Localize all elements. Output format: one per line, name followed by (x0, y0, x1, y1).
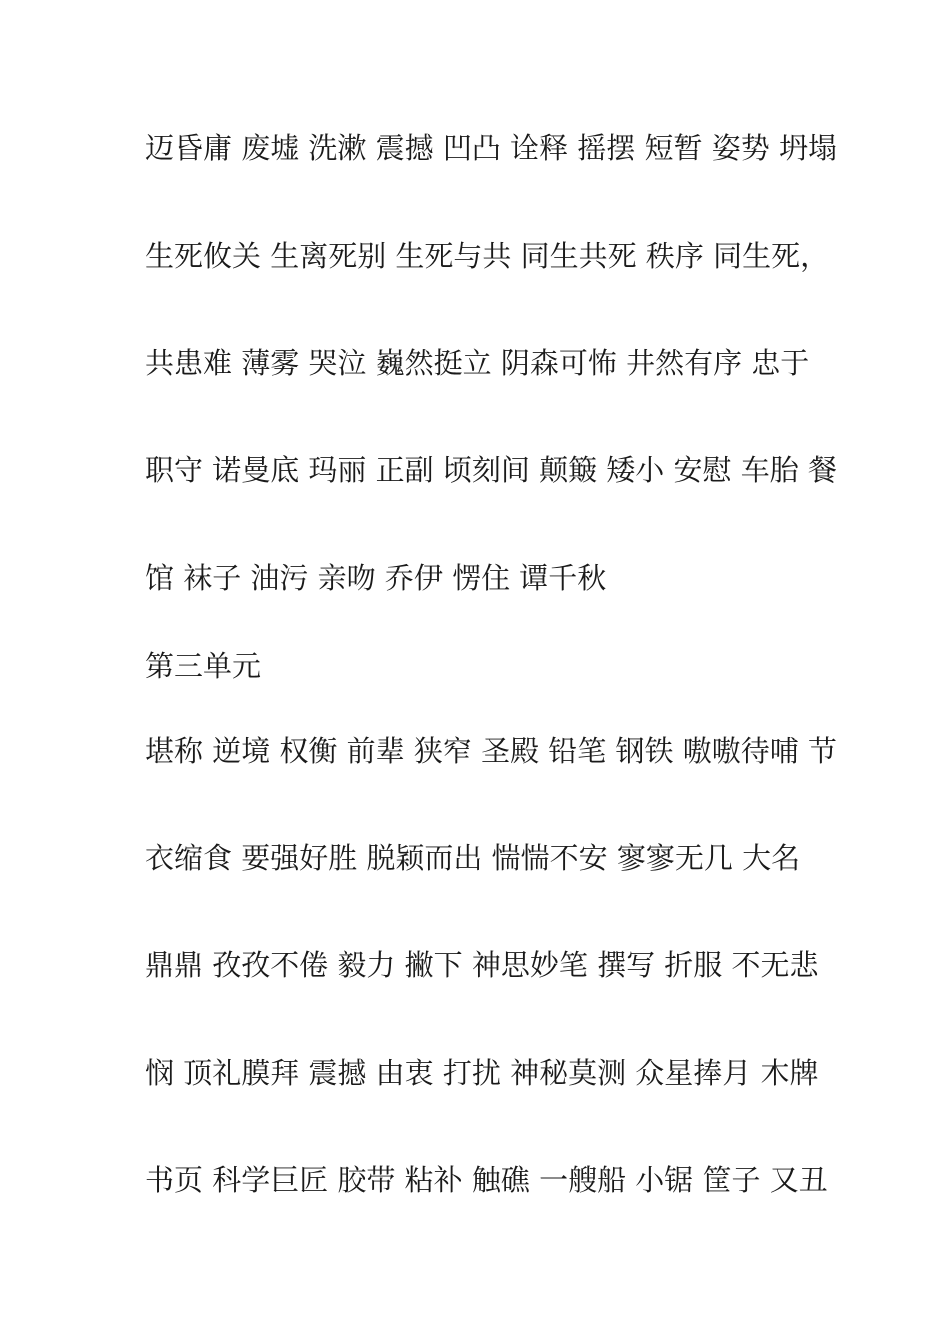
vocab-line: 鼎鼎 孜孜不倦 毅力 撇下 神思妙笔 撰写 折服 不无悲 (145, 948, 819, 982)
vocab-line: 共患难 薄雾 哭泣 巍然挺立 阴森可怖 井然有序 忠于 (145, 346, 810, 380)
vocab-line: 馆 袜子 油污 亲吻 乔伊 愣住 谭千秋 (145, 561, 607, 595)
vocab-line: 悯 顶礼膜拜 震撼 由衷 打扰 神秘莫测 众星捧月 木牌 (145, 1056, 819, 1090)
vocab-line: 迈昏庸 废墟 洗漱 震撼 凹凸 诠释 摇摆 短暂 姿势 坍塌 (145, 131, 837, 165)
vocab-line: 堪称 逆境 权衡 前辈 狭窄 圣殿 铅笔 钢铁 嗷嗷待哺 节 (145, 734, 837, 768)
section-heading-unit3: 第三单元 (145, 649, 262, 683)
vocab-line: 职守 诺曼底 玛丽 正副 顷刻间 颠簸 矮小 安慰 车胎 餐 (145, 453, 837, 487)
vocab-line: 生死攸关 生离死别 生死与共 同生共死 秩序 同生死， (145, 239, 830, 273)
vocab-line: 衣缩食 要强好胜 脱颖而出 惴惴不安 寥寥无几 大名 (145, 841, 801, 875)
vocab-line: 书页 科学巨匠 胶带 粘补 触礁 一艘船 小锯 筐子 又丑 (145, 1163, 828, 1197)
